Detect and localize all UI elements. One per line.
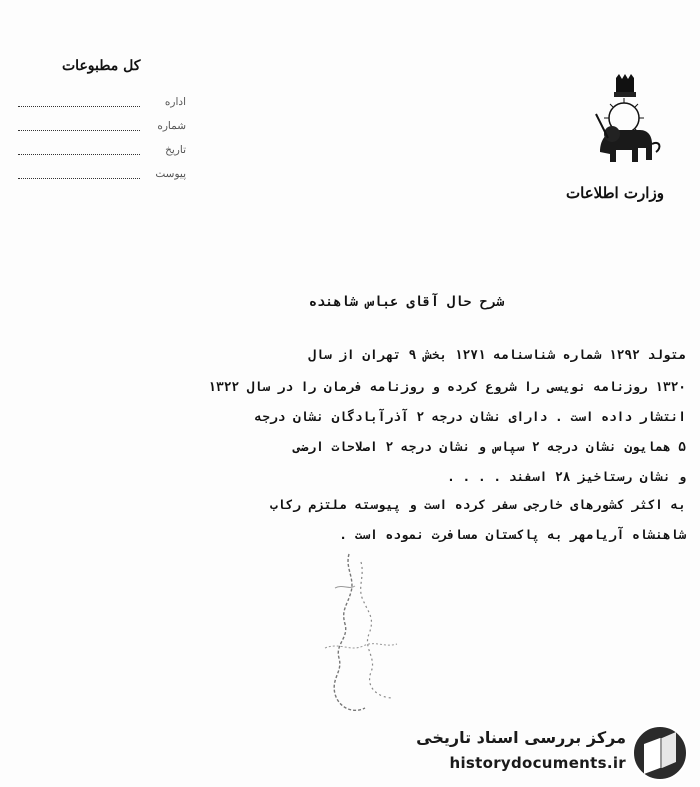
watermark-title: مرکز بررسی اسناد تاریخی: [416, 728, 626, 747]
ministry-name: وزارت اطلاعات: [566, 184, 664, 202]
field-office: [18, 98, 186, 112]
watermark-site: historydocuments.ir: [449, 754, 626, 772]
field-date: [18, 146, 186, 160]
body-line: متولد ۱۲۹۲ شماره شناسنامه ۱۲۷۱ بخش ۹ تهران از سال: [308, 348, 686, 363]
lion-and-sun-emblem-icon: [586, 74, 664, 170]
body-line: ۵ همایون نشان درجه ۲ سپاس و نشان درجه ۲ اصلاحات ارضی: [293, 440, 686, 455]
body-line: ۱۳۲۰ روزنامه نویسی را شروع کرده و روزنامه فرمان را در سال ۱۳۲۲: [208, 380, 686, 395]
field-label: اداره: [164, 96, 186, 108]
book-logo-icon: [630, 724, 690, 782]
body-line: شاهنشاه آریامهر به پاکستان مسافرت نموده است .: [339, 528, 686, 543]
body-line: و نشان رستاخیز ۲۸ اسفند . . . .: [447, 470, 686, 485]
body-line: به اکثر کشورهای خارجی سفر کرده است و پیوسته ملتزم رکاب: [269, 498, 686, 513]
field-attachment: [18, 170, 186, 184]
field-label: تاریخ: [165, 144, 186, 156]
field-label: شماره: [157, 120, 186, 132]
field-number: [18, 122, 186, 136]
letter-title: شرح حال آقای عباس شاهنده: [308, 294, 504, 310]
field-label: پیوست: [155, 168, 186, 180]
body-line: انتشار داده است . دارای نشان درجه ۲ آذرآبادگان نشان درجه: [254, 410, 686, 425]
department-heading: کل مطبوعات: [62, 58, 141, 74]
handwritten-signature: [305, 548, 415, 718]
